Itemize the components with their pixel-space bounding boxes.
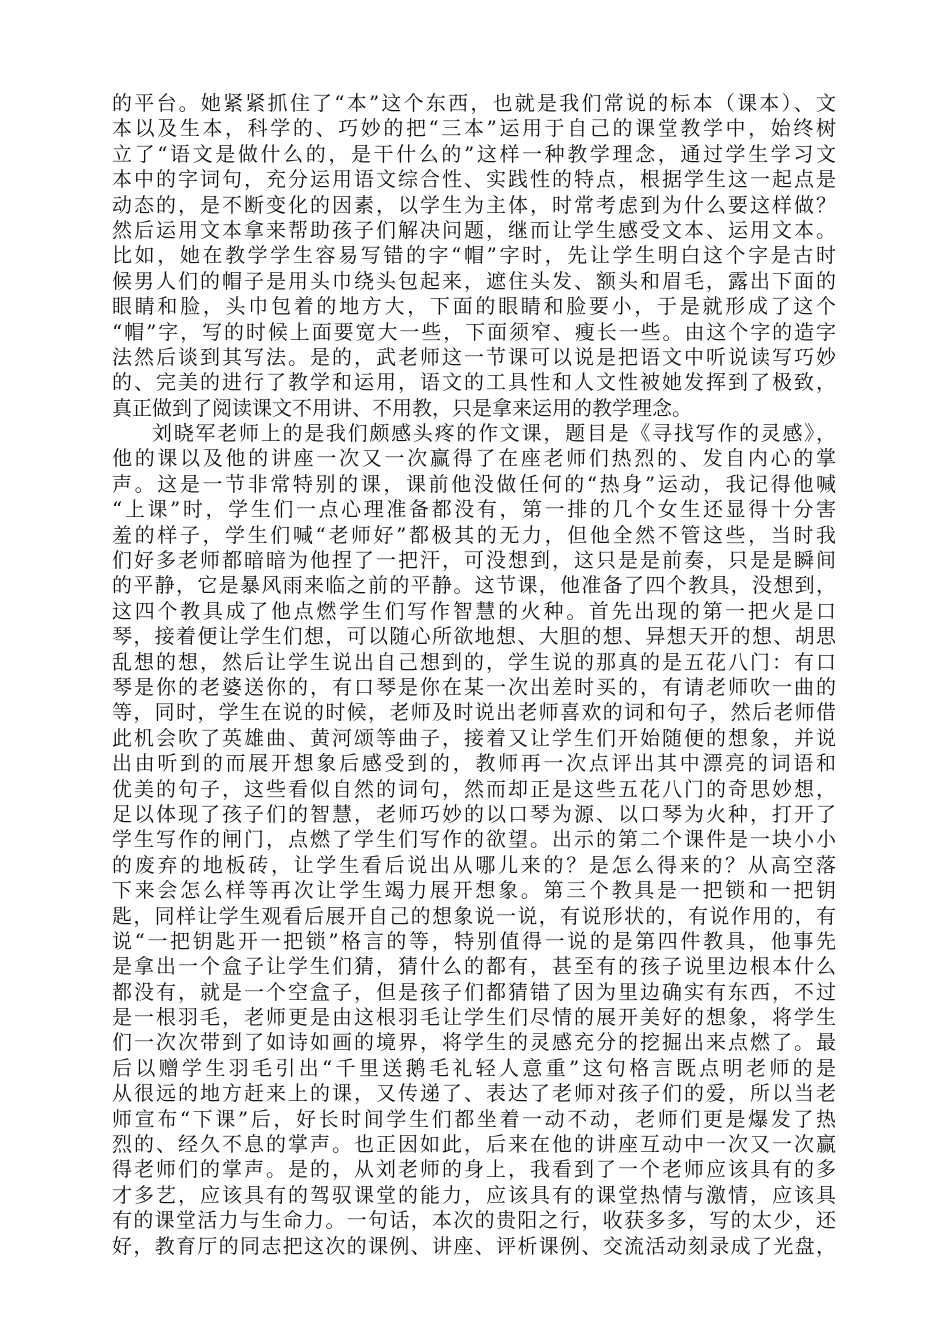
text-line: 学生写作的闸门，点燃了学生们写作的欲望。出示的第二个课件是一块小小 xyxy=(112,827,836,852)
text-line: 此机会吹了英雄曲、黄河颂等曲子，接着又让学生们开始随便的想象，并说 xyxy=(112,725,836,750)
text-line: 本中的字词句，充分运用语文综合性、实践性的特点，根据学生这一起点是 xyxy=(112,167,836,192)
text-line: 法然后谈到其写法。是的，武老师这一节课可以说是把语文中听说读写巧妙 xyxy=(112,344,836,369)
text-line: 足以体现了孩子们的智慧，老师巧妙的以口琴为源、以口琴为火种，打开了 xyxy=(112,801,836,826)
text-line: 优美的句子，这些看似自然的词句，然而却正是这些五花八门的奇思妙想， xyxy=(112,776,836,801)
text-line: 然后运用文本拿来帮助孩子们解决问题，继而让学生感受文本、运用文本。 xyxy=(112,217,836,242)
text-line: 羞的样子，学生们喊“老师好”都极其的无力，但他全然不管这些，当时我 xyxy=(112,522,836,547)
text-line: “帽”字，写的时候上面要宽大一些，下面须窄、瘦长一些。由这个字的造字 xyxy=(112,319,836,344)
text-line: 得老师们的掌声。是的，从刘老师的身上，我看到了一个老师应该具有的多 xyxy=(112,1157,836,1182)
text-line: 本以及生本，科学的、巧妙的把“三本”运用于自己的课堂教学中，始终树 xyxy=(112,116,836,141)
text-line: 的平台。她紧紧抓住了“本”这个东西，也就是我们常说的标本（课本）、文 xyxy=(112,91,836,115)
text-line: 说“一把钥匙开一把锁”格言的等，特别值得一说的是第四件教具，他事先 xyxy=(112,928,836,953)
text-line: 动态的，是不断变化的因素，以学生为主体，时常考虑到为什么要这样做？ xyxy=(112,192,836,217)
paragraph xyxy=(112,421,836,1259)
text-line: 的平静，它是暴风雨来临之前的平静。这节课，他准备了四个教具，没想到， xyxy=(112,573,836,598)
text-line: 匙，同样让学生观看后展开自己的想象说一说，有说形状的，有说作用的，有 xyxy=(112,903,836,928)
text-line: 这四个教具成了他点燃学生们写作智慧的火种。首先出现的第一把火是口 xyxy=(112,598,836,623)
text-line: 后以赠学生羽毛引出“千里送鹅毛礼轻人意重”这句格言既点明老师的是 xyxy=(112,1055,836,1080)
text-line: 候男人们的帽子是用头巾绕头包起来，遮住头发、额头和眉毛，露出下面的 xyxy=(112,268,836,293)
text-line: 从很远的地方赶来上的课，又传递了、表达了老师对孩子们的爱，所以当老 xyxy=(112,1081,836,1106)
text-line: 比如，她在教学学生容易写错的字“帽”字时，先让学生明白这个字是古时 xyxy=(112,243,836,268)
text-line: 是拿出一个盒子让学生们猜，猜什么的都有，甚至有的孩子说里边根本什么 xyxy=(112,954,836,979)
text-line: 的、完美的进行了教学和运用，语文的工具性和人文性被她发挥到了极致， xyxy=(112,370,836,395)
text-line: 有的课堂活力与生命力。一句话，本次的贵阳之行，收获多多，写的太少，还 xyxy=(112,1208,836,1233)
text-line: 下来会怎么样等再次让学生竭力展开想象。第三个教具是一把锁和一把钥 xyxy=(112,878,836,903)
text-line: 才多艺，应该具有的驾驭课堂的能力，应该具有的课堂热情与激情，应该具 xyxy=(112,1182,836,1207)
text-line: 是一根羽毛，老师更是由这根羽毛让学生们尽情的展开美好的想象，将学生 xyxy=(112,1005,836,1030)
text-line: 们一次次带到了如诗如画的境界，将学生的灵感充分的挖掘出来点燃了。最 xyxy=(112,1030,836,1055)
text-line: 刘晓军老师上的是我们颇感头疼的作文课，题目是《寻找写作的灵感》， xyxy=(152,421,836,446)
paragraph xyxy=(112,91,836,421)
text-line: 等，同时，学生在说的时候，老师及时说出老师喜欢的词和句子，然后老师借 xyxy=(112,700,836,725)
text-line: 眼睛和脸，头巾包着的地方大，下面的眼睛和脸要小，于是就形成了这个 xyxy=(112,294,836,319)
text-line: 们好多老师都暗暗为他捏了一把汗，可没想到，这只是是前奏，只是是瞬间 xyxy=(112,548,836,573)
document-body xyxy=(112,91,836,1259)
text-line: “上课”时，学生们一点心理准备都没有，第一排的几个女生还显得十分害 xyxy=(112,497,836,522)
text-line: 乱想的想，然后让学生说出自己想到的，学生说的那真的是五花八门：有口 xyxy=(112,649,836,674)
text-line: 烈的、经久不息的掌声。也正因如此，后来在他的讲座互动中一次又一次赢 xyxy=(112,1132,836,1157)
text-line: 他的课以及他的讲座一次又一次赢得了在座老师们热烈的、发自内心的掌 xyxy=(112,446,836,471)
text-line: 都没有，就是一个空盒子，但是孩子们都猜错了因为里边确实有东西，不过 xyxy=(112,979,836,1004)
text-line: 真正做到了阅读课文不用讲、不用教，只是拿来运用的教学理念。 xyxy=(112,395,692,420)
text-line: 师宣布“下课”后，好长时间学生们都坐着一动不动，老师们更是爆发了热 xyxy=(112,1106,836,1131)
text-line: 琴是你的老婆送你的，有口琴是你在某一次出差时买的，有请老师吹一曲的 xyxy=(112,674,836,699)
text-line: 的废弃的地板砖，让学生看后说出从哪儿来的？是怎么得来的？从高空落 xyxy=(112,852,836,877)
text-line: 立了“语文是做什么的，是干什么的”这样一种教学理念，通过学生学习文 xyxy=(112,141,836,166)
text-line: 琴，接着便让学生们想，可以随心所欲地想、大胆的想、异想天开的想、胡思 xyxy=(112,624,836,649)
text-line: 好，教育厅的同志把这次的课例、讲座、评析课例、交流活动刻录成了光盘， xyxy=(112,1233,836,1258)
text-line: 出由听到的而展开想象后感受到的，教师再一次点评出其中漂亮的词语和 xyxy=(112,751,836,776)
text-line: 声。这是一节非常特别的课，课前他没做任何的“热身”运动，我记得他喊 xyxy=(112,471,836,496)
